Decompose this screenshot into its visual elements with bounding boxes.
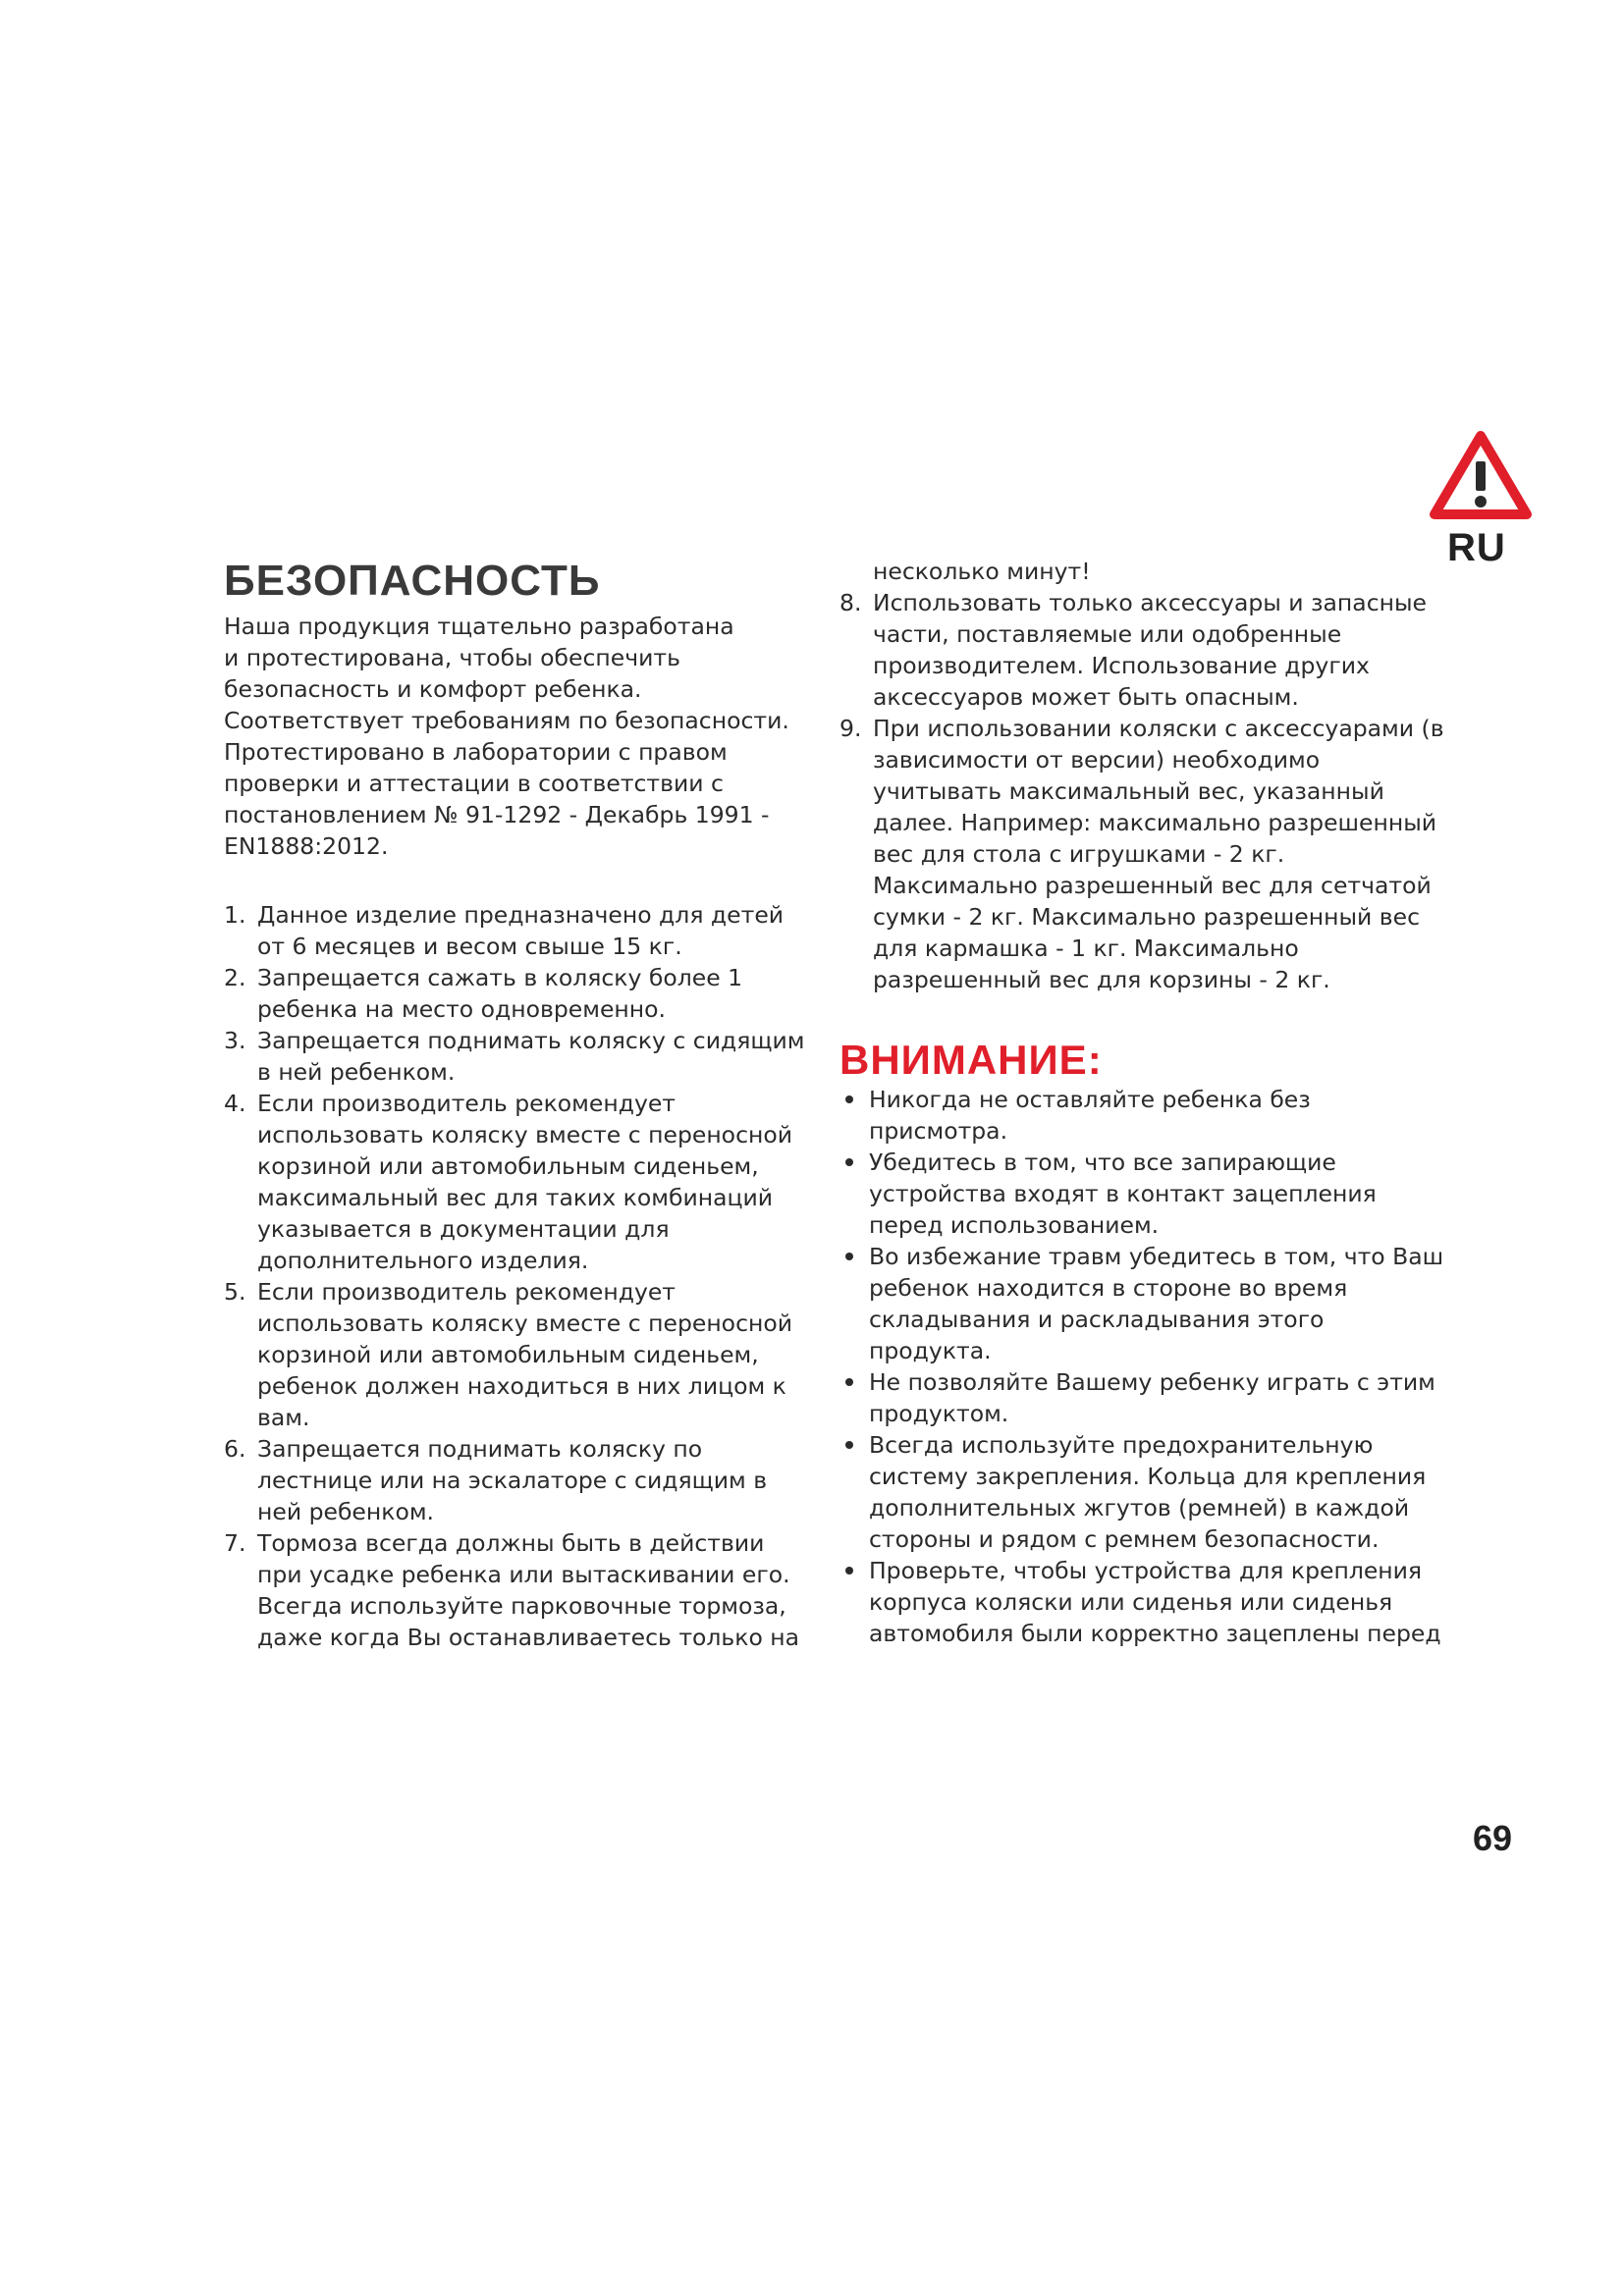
item-number: 8. (839, 589, 862, 616)
continued-text: несколько минут! (873, 558, 1091, 585)
safety-intro (224, 611, 813, 862)
item-number: 4. (224, 1090, 246, 1117)
safety-list (224, 899, 813, 1653)
item-number: 9. (839, 715, 862, 742)
item-text: Запрещается поднимать коляску по лестнице или на эскалаторе с сидящим в ней ребенком. (257, 1435, 768, 1525)
intro-line: безопасность и комфорт ребенка. (224, 675, 642, 703)
item-number: 6. (224, 1435, 246, 1463)
item-text: Если производитель рекомендует использовать коляску вместе с переносной корзиной или автомобильным сиденьем, максимальный вес для таких комбинаций указывается в документации для дополнительного изделия. (257, 1090, 792, 1274)
intro-line: Наша продукция тщательно разработана (224, 613, 734, 640)
warning-title: ВНИМАНИЕ: (839, 1037, 1103, 1083)
safety-title: БЕЗОПАСНОСТЬ (224, 557, 601, 605)
item-text: Данное изделие предназначено для детей от 6 месяцев и весом свыше 15 кг. (257, 901, 785, 960)
list-item (224, 899, 813, 962)
page-number: 69 (1473, 1818, 1513, 1858)
list-item (839, 587, 1453, 713)
item-number: 3. (224, 1027, 246, 1054)
intro-line: Протестировано в лаборатории с правом (224, 738, 728, 766)
item-text: Запрещается поднимать коляску с сидящим в ней ребенком. (257, 1027, 805, 1086)
list-item (224, 1527, 813, 1653)
intro-line: и протестирована, чтобы обеспечить (224, 644, 680, 671)
bullet-item: Никогда не оставляйте ребенка без присмотра. (839, 1084, 1453, 1147)
item-text: Тормоза всегда должны быть в действии при усадке ребенка или вытаскивании его. Всегда используйте парковочные тормоза, даже когда Вы останавливаетесь только на (257, 1529, 800, 1651)
right-column (839, 556, 1453, 1649)
list-item (224, 1433, 813, 1527)
warning-list (839, 1084, 1453, 1649)
list-item (224, 962, 813, 1025)
list-item (224, 1276, 813, 1433)
intro-line: постановлением № 91-1292 - Декабрь 1991 - (224, 801, 770, 828)
safety-list-continued (839, 587, 1453, 995)
left-column (224, 556, 813, 1653)
intro-line: проверки и аттестации в соответствии с (224, 770, 724, 797)
item-number: 7. (224, 1529, 246, 1557)
item-text: Если производитель рекомендует использовать коляску вместе с переносной корзиной или автомобильным сиденьем, ребенок должен находиться в них лицом к вам. (257, 1278, 792, 1431)
item-text: Использовать только аксессуары и запасные части, поставляемые или одобренные производителем. Использование других аксессуаров может быть опасным. (873, 589, 1427, 711)
bullet-item: Во избежание травм убедитесь в том, что Ваш ребенок находится в стороне во время складывания и раскладывания этого продукта. (839, 1241, 1453, 1366)
item-text: При использовании коляски с аксессуарами (в зависимости от версии) необходимо учитывать максимальный вес, указанный далее. Например: максимально разрешенный вес для стола с игрушками - 2 кг. Максимально разрешенный вес для сетчатой сумки - 2 кг. Максимально разрешенный вес для кармашка - 1 кг. Максимально разрешенный вес для корзины - 2 кг. (873, 715, 1444, 993)
language-code: RU (1447, 526, 1506, 569)
warning-triangle-icon (1429, 430, 1533, 522)
bullet-item: Всегда используйте предохранительную систему закрепления. Кольца для крепления дополнительных жгутов (ремней) в каждой стороны и рядом с ремнем безопасности. (839, 1429, 1453, 1555)
bullet-item: Убедитесь в том, что все запирающие устройства входят в контакт зацепления перед использованием. (839, 1147, 1453, 1241)
bullet-item: Не позволяйте Вашему ребенку играть с этим продуктом. (839, 1366, 1453, 1429)
item-text: Запрещается сажать в коляску более 1 ребенка на место одновременно. (257, 964, 743, 1023)
intro-line: Соответствует требованиям по безопасности. (224, 707, 789, 734)
item-number: 5. (224, 1278, 246, 1306)
intro-line: EN1888:2012. (224, 832, 389, 860)
item-number: 2. (224, 964, 246, 991)
item-number: 1. (224, 901, 246, 929)
list-item (839, 713, 1453, 995)
bullet-item: Проверьте, чтобы устройства для крепления корпуса коляски или сиденья или сиденья автомобиля были корректно зацеплены перед (839, 1555, 1453, 1649)
list-item (224, 1025, 813, 1088)
list-item (224, 1088, 813, 1276)
